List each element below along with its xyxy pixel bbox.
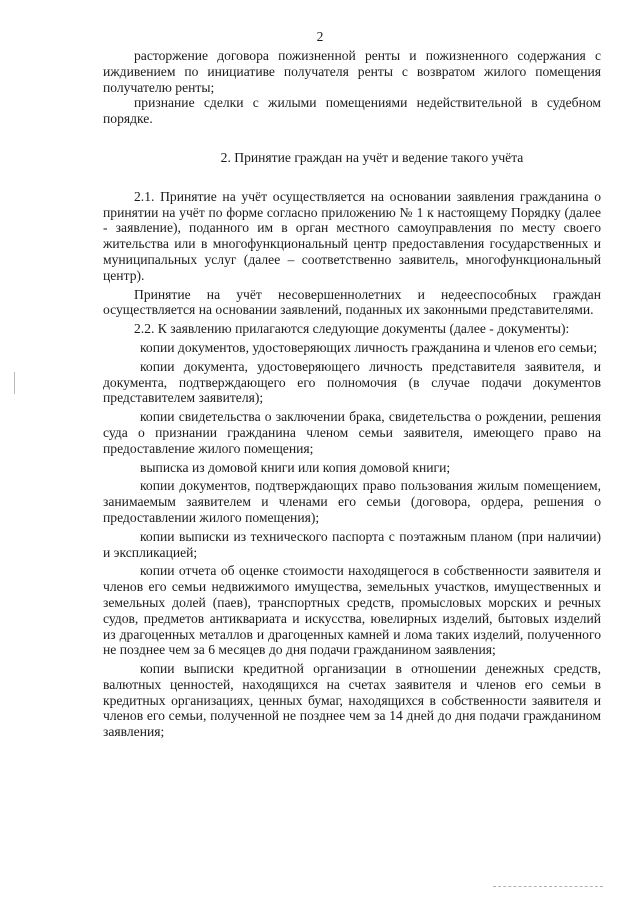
paragraph-rent-termination: расторжение договора пожизненной ренты и пожизненного содержания с иждивением по инициативе получателя ренты с возвратом жилого помещения получателю ренты; [103, 48, 601, 95]
scan-margin-mark [14, 372, 15, 394]
list-item: копии выписки из технического паспорта с поэтажным планом (при наличии) и экспликацией; [103, 528, 601, 560]
list-item: копии документов, удостоверяющих личность гражданина и членов его семьи; [140, 339, 598, 355]
list-item: выписка из домовой книги или копия домовой книги; [140, 459, 451, 475]
paragraph-minors: Принятие на учёт несовершеннолетних и недееспособных граждан осуществляется на основании заявлений, поданных их законными представителями. [103, 286, 601, 318]
paragraph-2-1: 2.1. Принятие на учёт осуществляется на основании заявления гражданина о принятии на учёт по форме согласно приложению № 1 к настоящему Порядку (далее - заявление), поданного им в орган местного самоуправления по месту своего жительства или в многофункциональный центр предоставления государственных и муниципальных услуг (далее – соответственно заявитель, многофункциональный центр). [103, 188, 601, 283]
list-item: копии свидетельства о заключении брака, свидетельства о рождении, решения суда о признании гражданина членом семьи заявителя, имеющего право на предоставление жилого помещения; [103, 409, 601, 456]
section-title: 2. Принятие граждан на учёт и ведение такого учёта [220, 149, 524, 165]
list-item: копии документа, удостоверяющего личность представителя заявителя, и документа, подтверждающего его полномочия (в случае подачи документов представителем заявителя); [103, 358, 601, 406]
list-item: копии выписки кредитной организации в отношении денежных средств, валютных ценностей, находящихся на счетах заявителя и членов его семьи в кредитных организациях, ценных бумаг, находящихся в собственности заявителя и членов его семьи, полученной не позднее чем за 14 дней до дня подачи гражданином заявления; [103, 661, 601, 740]
list-item: копии документов, подтверждающих право пользования жилым помещением, занимаемым заявителем и членами его семьи (договора, ордера, решения о предоставлении жилого помещения); [103, 478, 601, 525]
list-item: копии отчета об оценке стоимости находящегося в собственности заявителя и членов его семьи недвижимого имущества, земельных участков, имущественных и земельных долей (паев), транспортных средств, промысловых морских и речных судов, предметов антиквариата и искусства, ювелирных изделий, бытовых изделий из драгоценных металлов и драгоценных камней и лома таких изделий, полученного не позднее чем за 6 месяцев до дня подачи гражданином заявления; [103, 563, 601, 658]
document-body [103, 48, 601, 740]
paragraph-invalid-deal: признание сделки с жилыми помещениями недействительной в судебном порядке. [103, 95, 601, 127]
paragraph-2-2: 2.2. К заявлению прилагаются следующие документы (далее - документы): [134, 321, 570, 337]
scan-bottom-mark [493, 886, 603, 888]
page-number: 2 [316, 29, 324, 44]
